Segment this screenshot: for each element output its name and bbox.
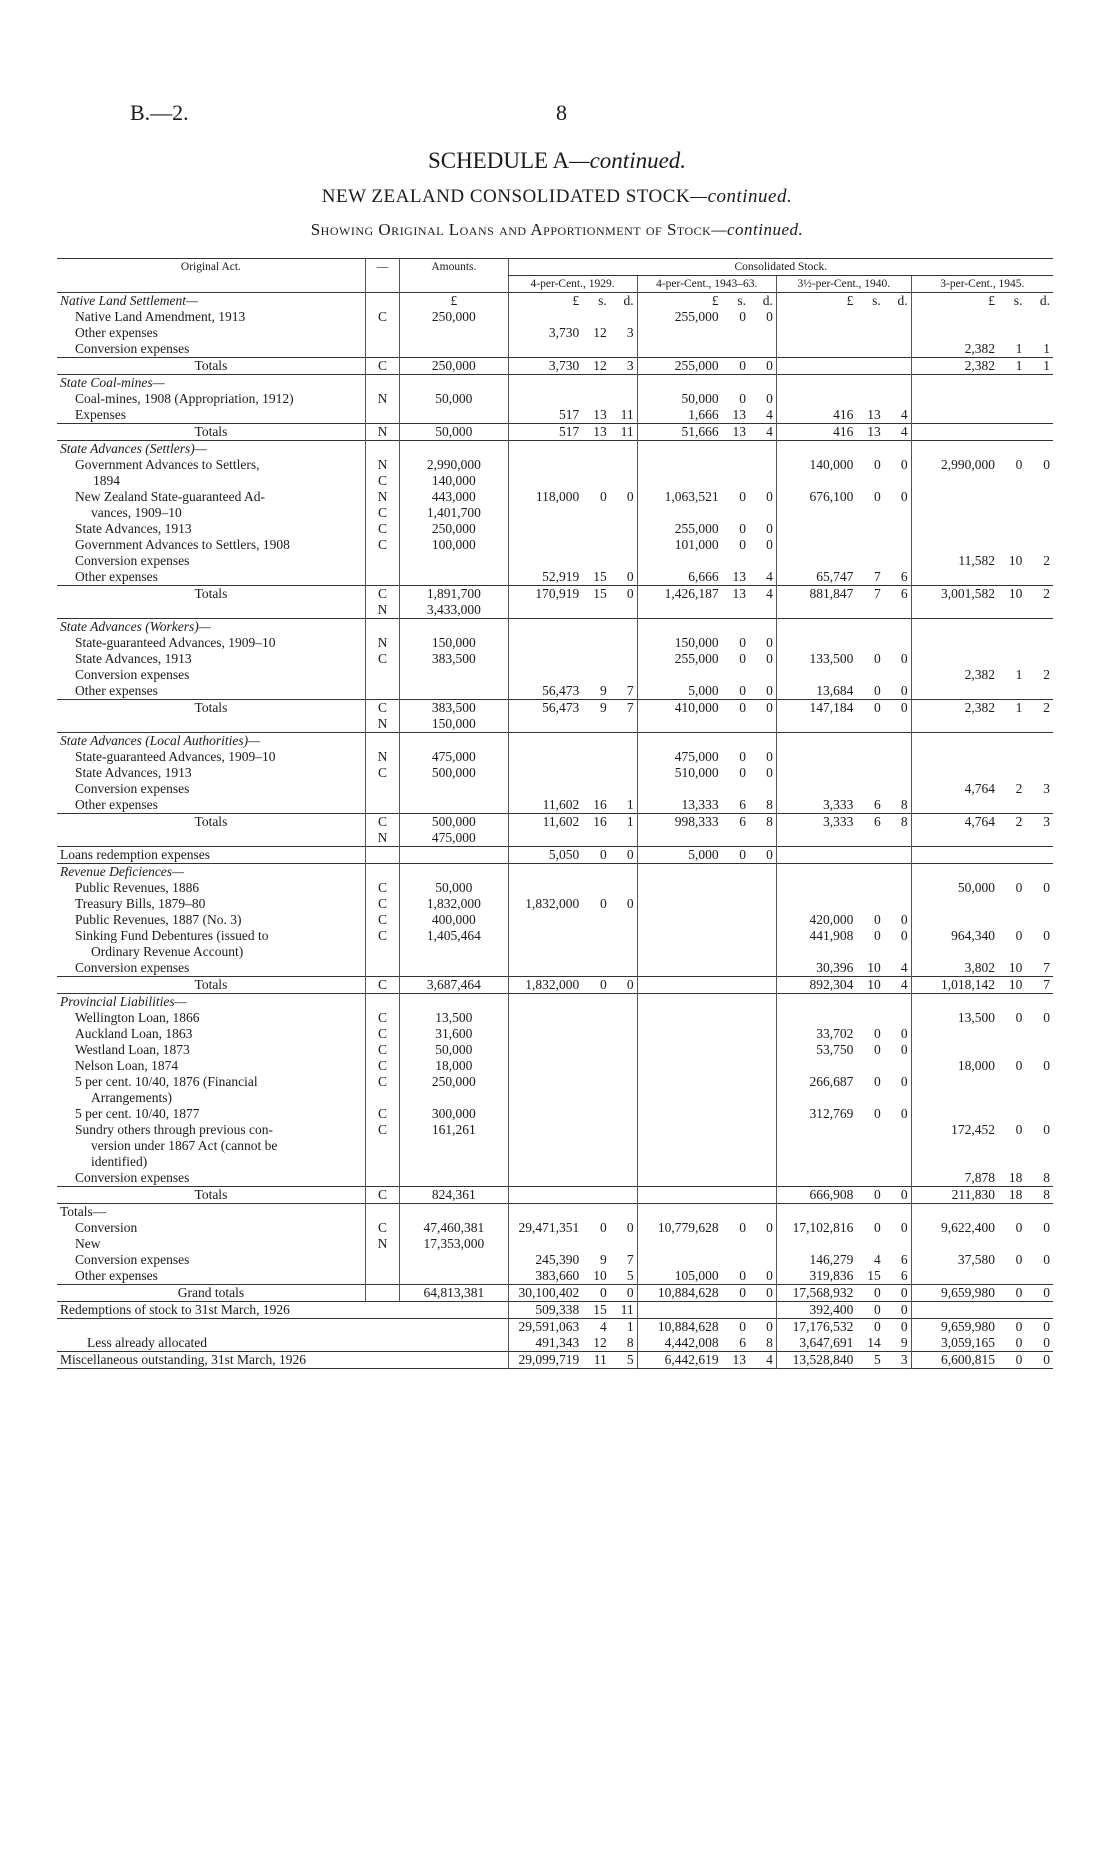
table-row: Sinking Fund Debentures (issued to Ordinary Revenue Account) C 1,405,464 441,908 0 0 964,340 0 0	[75, 928, 1050, 959]
table-row: Conversion expenses 4,764 2 3	[75, 781, 1050, 796]
col-1929: 4-per-Cent., 1929.	[508, 276, 637, 293]
table-row: Other expenses 11,602 16 1 13,333 6 8 3,333 6 8	[57, 797, 1053, 814]
totals-row: Totals C 250,000 3,730 12 3 255,000 0 0 2,382 1 1	[57, 358, 1053, 375]
col-consolidated: Consolidated Stock.	[508, 259, 1053, 276]
table-row: Sundry others through previous con- version under 1867 Act (cannot be identified) C 161,261 172,452 0 0	[75, 1122, 1050, 1169]
table-row: Conversion expenses 7,878 18 8	[75, 1170, 1050, 1185]
table-row: State Advances, 1913 C 383,500 255,000 0 0 133,500 0 0	[57, 651, 1053, 667]
table-row: State Advances (Local Authorities)—	[57, 733, 1053, 750]
stock-title: NEW ZEALAND CONSOLIDATED STOCK—continued.	[321, 186, 793, 207]
table-row: Conversion expenses 2,382 1 2	[75, 667, 1050, 682]
table-row: Redemptions of stock to 31st March, 1926 509,338 15 11 392,400 0 0	[57, 1302, 1053, 1319]
table-row: Native Land Settlement— £ £ s. d. £ s. d. £ s. d. £ s. d.	[60, 293, 1050, 308]
page-number: 8	[556, 100, 567, 125]
table-row: Loans redemption expenses 5,050 0 0 5,000 0 0	[57, 847, 1053, 864]
col-original-act: Original Act.	[180, 261, 241, 273]
table-row: Government Advances to Settlers, 1894 N C 2,990,000 140,000 140,000 0 0 2,990,000 0 0	[75, 457, 1050, 488]
table-row: Other expenses 3,730 12 3	[57, 325, 1053, 341]
table-subtitle: Showing Original Loans and Apportionment of Stock—continued.	[310, 220, 804, 239]
table-row: Conversion expenses 30,396 10 4 3,802 10 7	[75, 960, 1050, 975]
table-row: Conversion expenses 11,582 10 2	[75, 553, 1050, 568]
table-row: Miscellaneous outstanding, 31st March, 1926 29,099,719 11 5 6,442,619 13 4 13,528,840 5 3 6,600,815 0 0	[57, 1352, 1053, 1369]
table-row: Less already allocated 491,343 12 8 4,442,008 6 8 3,647,691 14 9 3,059,165 0 0	[57, 1335, 1053, 1352]
table-row: Revenue Deficiences—	[57, 864, 1053, 881]
table-row: 5 per cent. 10/40, 1877 C 300,000 312,769 0 0	[57, 1106, 1053, 1122]
table-row: Other expenses 52,919 15 0 6,666 13 4 65,747 7 6	[57, 569, 1053, 586]
schedule-title: SCHEDULE A—continued.	[427, 148, 687, 173]
table-row: State-guaranteed Advances, 1909–10 N 475,000 475,000 0 0	[57, 749, 1053, 765]
document-reference: B.—2.	[130, 100, 189, 125]
table-row: Conversion New C N 47,460,381 17,353,000 29,471,351 0 0 10,779,628 0 0 17,102,816 0 0 9,622,400 0 0	[75, 1220, 1050, 1251]
table-row: State Advances (Settlers)—	[57, 441, 1053, 458]
table-row: Native Land Amendment, 1913 C 250,000 255,000 0 0	[57, 309, 1053, 325]
table-row: State-guaranteed Advances, 1909–10 N 150,000 150,000 0 0	[57, 635, 1053, 651]
table-row: 5 per cent. 10/40, 1876 (Financial Arrangements) C 250,000 266,687 0 0	[57, 1074, 1053, 1106]
totals-row: Totals N 50,000 517 13 11 51,666 13 4 416 13 4	[57, 424, 1053, 441]
table-row: Provincial Liabilities—	[57, 994, 1053, 1011]
table-row: Expenses 517 13 11 1,666 13 4 416 13 4	[57, 407, 1053, 424]
table-row: 29,591,063 4 1 10,884,628 0 0 17,176,532 0 0 9,659,980 0 0	[57, 1319, 1053, 1336]
totals-row: Totals C N 500,000 475,000 11,602 16 1 998,333 6 8 3,333 6 8 4,764 2 3	[57, 814, 1053, 847]
table-row: New Zealand State-guaranteed Ad- vances, 1909–10 N C 443,000 1,401,700 118,000 0 0 1,063,521 0 0 676,100 0 0	[57, 489, 1053, 521]
table-row: State Advances, 1913 C 500,000 510,000 0 0	[57, 765, 1053, 781]
table-row: Westland Loan, 1873 C 50,000 53,750 0 0	[57, 1042, 1053, 1058]
col-dash: —	[365, 259, 399, 293]
table-row: Wellington Loan, 1866 C 13,500 13,500 0 0	[75, 1010, 1050, 1025]
table-row: State Advances, 1913 C 250,000 255,000 0 0	[57, 521, 1053, 537]
table-row: Auckland Loan, 1863 C 31,600 33,702 0 0	[57, 1026, 1053, 1042]
table-row: State Coal-mines—	[57, 375, 1053, 392]
grand-totals-row: Grand totals 64,813,381 30,100,402 0 0 10,884,628 0 0 17,568,932 0 0 9,659,980 0 0	[57, 1285, 1053, 1302]
table-row: Conversion expenses 2,382 1 1	[75, 341, 1050, 356]
table-row: State Advances (Workers)—	[57, 619, 1053, 636]
table-row: Public Revenues, 1887 (No. 3) C 400,000 420,000 0 0	[57, 912, 1053, 928]
table-row: Public Revenues, 1886 C 50,000 50,000 0 0	[75, 880, 1050, 895]
table-row: Treasury Bills, 1879–80 C 1,832,000 1,832,000 0 0	[57, 896, 1053, 912]
schedule-table	[57, 258, 1053, 1369]
col-1940: 3½-per-Cent., 1940.	[776, 276, 911, 293]
totals-row: Totals C 3,687,464 1,832,000 0 0 892,304 10 4 1,018,142 10 7	[57, 977, 1053, 994]
table-row: Coal-mines, 1908 (Appropriation, 1912) N 50,000 50,000 0 0	[57, 391, 1053, 407]
table-row: Nelson Loan, 1874 C 18,000 18,000 0 0	[75, 1058, 1050, 1073]
totals-row: Totals C N 1,891,700 3,433,000 170,919 15 0 1,426,187 13 4 881,847 7 6 3,001,582 10 2	[57, 586, 1053, 619]
table-row: Conversion expenses 245,390 9 7 146,279 4 6 37,580 0 0	[75, 1252, 1050, 1267]
table-row: Other expenses 56,473 9 7 5,000 0 0 13,684 0 0	[57, 683, 1053, 700]
col-1943: 4-per-Cent., 1943–63.	[637, 276, 776, 293]
totals-row: Totals C N 383,500 150,000 56,473 9 7 410,000 0 0 147,184 0 0 2,382 1 2	[57, 700, 1053, 733]
header-row	[57, 259, 1053, 276]
col-1945: 3-per-Cent., 1945.	[911, 276, 1053, 293]
table-row: Other expenses 383,660 10 5 105,000 0 0 319,836 15 6	[57, 1268, 1053, 1285]
col-amounts: Amounts.	[400, 259, 508, 293]
table-row: Totals—	[57, 1204, 1053, 1221]
table-row: Government Advances to Settlers, 1908 C 100,000 101,000 0 0	[57, 537, 1053, 553]
totals-row: Totals C 824,361 666,908 0 0 211,830 18 8	[57, 1187, 1053, 1204]
